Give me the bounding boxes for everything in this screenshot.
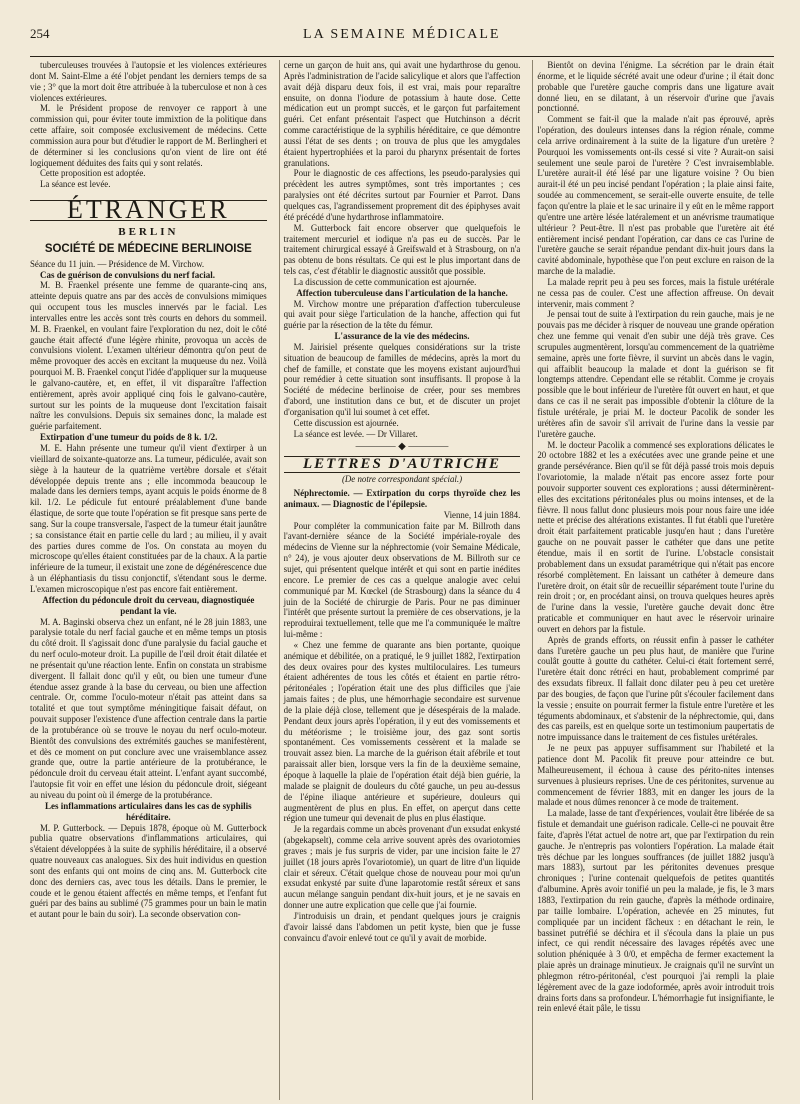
paragraph: « Chez une femme de quarante ans bien portante, quoique anémique et débilitée, on a pratiqué, le 9 juillet 1882, l'extirpation des deux ovaires pour des kystes multiloculaires. Les tumeurs étaient adhérentes de tous les côtés et étaient en partie rétro-péritonéales ; l'opération était une des plus difficiles que j'aie jamais faites ; de plus, une hémorrhagie secondaire est survenue de la plaie déjà close, tellement que je désespérais de la malade. Pendant deux jours après l'opération, il y eut des vomissements et du météorisme ; le troisième jour, des gaz sont sortis spontanément. Ces vomissements cessèrent et la malade se trouvait assez bien. La marche de la guérison était afébrile et tout paraissait aller bien, lorsque vers la fin de la deuxième semaine, époque à laquelle la plaie de l'opération était déjà bien guérie, la malade se plaignit de douleurs du côté gauche, un peu au-dessus de l'épine iliaque antérieure et supérieure, douleurs qui augmentèrent de plus en plus. En effet, on aperçut dans cette région une tumeur qui devenait de plus en plus élastique. xyxy=(283,639,521,824)
paragraph: Je la regardais comme un abcès provenant d'un exsudat enkysté (abgekapselt), comme cela arrive souvent après des ovariotomies graves ; mais je fus surpris de vider, par une incision faite le 27 juillet (18 jours après l'ovariotomie), un quart de litre d'un liquide clair et séreux. C'était quelque chose de nouveau pour moi qu'un exsudat enkysté par suite d'une laparotomie restât séreux et sans aucun mélange sanguin pendant dix-huit jours, et je ne savais en donner une autre explication que celle que j'ai fournie. xyxy=(283,824,521,911)
running-head xyxy=(30,0,774,57)
paragraph: M. B. Fraenkel présente une femme de quarante-cinq ans, atteinte depuis quatre ans par des accès de convulsions mimiques qui occupent tous les muscles innervés par le facial. Les intervalles entre les accès sont très courts en dehors du sommeil. M. B. Fraenkel, en voulant faire l'exploration du nez, doit le côté gauche était affecté d'une légère rhinite, provoqua un accès de convulsions violent. L'examen ultérieur démontra qu'on peut de même provoquer des accès en excitant la muqueuse du nez. Voilà pourquoi M. B. Fraenkel conçut l'idée d'appliquer sur la muqueuse le galvano-cautère, et, en effet, il vit disparaître l'affection entièrement, après avoir appliqué cinq fois le galvano-cautère, surtout sur les points de la muqueuse dont l'excitation faisait naître les convulsions. Depuis six semaines donc, la malade est guérie parfaitement. xyxy=(30,280,267,432)
column-2 xyxy=(279,60,521,1100)
paragraph: M. Gutterbock fait encore observer que quelquefois le traitement mercuriel et iodique n'a pas eu de succès. Par le traitement chirurgical essayé à Greifswald et à Strasbourg, on n'a pas obtenu de bons résultats. Ce qui est le plus important dans de tels cas, c'est d'établir le diagnostic aussitôt que possible. xyxy=(283,222,521,277)
paragraph: M. le Président propose de renvoyer ce rapport à une commission qui, pour éviter toute immixtion de la politique dans cette affaire, soit composée exclusivement de médecins. Cette commission aura pour but d'étudier le rapport de M. Berlingheri et de déterminer si les conclusions qu'on vient de lire ont été logiquement déduites des faits qui y sont relatés. xyxy=(30,103,267,168)
paragraph: Après de grands efforts, on réussit enfin à passer le cathéter dans l'uretère gauche un peu plus haut, de manière que l'urine coulât goutte à goutte du cathéter. Celui-ci était fortement serré, l'uretère était donc rétréci en haut, probablement comprimé par des exsudats fibreux. Il fallait donc dilater peu à peu cet uretère par des bougies, de façon que l'urine pût s'écouler facilement dans la vessie ; ensuite on pourrait fermer la fistule entre l'uretère et les téguments abdominaux, et s'abstenir de la néphrectomie, qui, dans des cas pareils, est en quelque sorte un testimonium paupertatis de notre impuissance dans le traitement de ces fistules urétérales. xyxy=(537,634,775,743)
lettres-title: LETTRES D'AUTRICHE xyxy=(284,456,521,473)
dateline: Vienne, 14 juin 1884. xyxy=(443,509,521,520)
journal-title: LA SEMAINE MÉDICALE xyxy=(303,27,501,42)
city-heading: BERLIN xyxy=(118,225,179,238)
paragraph: Pour compléter la communication faite par M. Billroth dans l'avant-dernière séance de la Société impériale-royale des médecins de Vienne sur la néphrectomie (voir Semaine Médicale, n° 24), je vous ajouter deux observations de M. Billroth sur ce sujet, qui présentent quelque intérêt et qui sont en partie inédites encore. Le premier de ces cas a quelque analogie avec celui communiqué par M. Kœckel (de Strasbourg) dans la séance du 4 juin de la Société de chirurgie de Paris. Pour ne pas diminuer l'intérêt que présente surtout la première de ces observations, je la reproduirai textuellement, telle que me l'a communiquée le maître lui-même : xyxy=(283,520,521,640)
topic-heading: Les inflammations articulaires dans les cas de syphilis héréditaire. xyxy=(45,800,252,822)
topic-heading: Affection tuberculeuse dans l'articulation de la hanche. xyxy=(296,287,508,298)
topic-heading: Cas de guérison de convulsions du nerf facial. xyxy=(40,269,216,280)
session-line: Séance du 11 juin. — Présidence de M. Virchow. xyxy=(30,258,205,269)
paragraph: cerne un garçon de huit ans, qui avait une hydarthrose du genou. Après l'administration de l'acide salicylique et alors que l'affection avait déjà disparu deux fois, il est vrai, mais pour reparaître ensuite, on donna l'iodure de potassium à haute dose. Cette médication eut un prompt succès, et le garçon fut parfaitement guéri. Cet enfant présentait l'aspect que Hutchinson a décrit comme caractéristique de la syphilis héréditaire, ce que démontre aussi l'état de ses dents ; on trouva de plus que les amygdales étaient hypertrophiées et la paroi du pharynx présentait de fortes granulations. xyxy=(283,60,521,168)
paragraph: M. Jairisiel présente quelques considérations sur la triste situation de beaucoup de familles de médecins, après la mort du chef de famille, et constate que les moyens existant aujourd'hui pour remédier à cette situation sont insuffisants. Il propose à la Société de médecine berlinoise de créer, pour ses membres d'abord, une institution dans ce but, et de discuter un projet d'organisation qu'il lui soumet à cet effet. xyxy=(283,341,521,417)
paragraph: La malade reprit peu à peu ses forces, mais la fistule urétérale ne cessa pas de couler. C'est une affection affreuse. On devait intervenir, mais comment ? xyxy=(537,276,775,309)
paragraph: J'introduisis un drain, et pendant quelques jours je craignis d'avoir laissé dans l'abdomen un petit kyste, bien que je fusse convaincu d'avoir enlevé tout ce qu'il y avait de morbide. xyxy=(283,910,521,943)
paragraph: tuberculeuses trouvées à l'autopsie et les violences extérieures dont M. Saint-Elme a été l'objet pendant les derniers temps de sa vie ; 3° que la mort doit être attribuée à la tuberculose et non à ces violences extérieures. xyxy=(30,60,267,103)
section-divider: ———— ◆ ———— xyxy=(355,440,449,452)
paragraph: Cette discussion est ajournée. xyxy=(293,417,399,428)
topic-heading: Affection du pédoncule droit du cerveau, diagnostiquée pendant la vie. xyxy=(42,594,255,616)
paragraph: La malade, lasse de tant d'expériences, voulait être libérée de sa fistule et demandait une guérison radicale. Celle-ci ne pouvait être faite, d'après l'état actuel de notre art, que par l'extirpation du rein gauche. Je n'entrepris pas volontiers l'opération. La malade était très déchue par les longues souffrances (de juillet 1882 jusqu'à mars 1883), surtout par les péritonites devenues presque chroniques ; l'urine contenait quelquefois de petites quantités d'albumine. Après avoir tonifié un peu la malade, je fis, le 3 mars 1883, l'extirpation du rein gauche, d'après la méthode ordinaire, par taille lombaire. L'opération, achevée en 25 minutes, fut compliquée par un incident fâcheux : en détachant le rein, le bassinet putréfié se déchira et il s'écoula dans la plaie un pus infect, ce qui rendit nécessaire des lavages répétés avec une solution phéniquée à 3 0/0, et empêcha de fermer exactement la plaie après un drainage minutieux. Je craignais qu'il ne survînt un phlegmon rétro-péritonéal, c'est pourquoi j'ai rempli la plaie légèrement avec de la gaze iodoformée, après avoir introduit trois drains forts dans sa profondeur. L'hémorrhagie fut insignifiante, le rein enlevé était pâle, le tissu xyxy=(537,808,775,1014)
topic-heading: L'assurance de la vie des médecins. xyxy=(334,331,470,342)
paragraph: Cette proposition est adoptée. xyxy=(40,168,146,179)
topic-heading: Extirpation d'une tumeur du poids de 8 k. 1/2. xyxy=(40,432,218,443)
society-heading: SOCIÉTÉ DE MÉDECINE BERLINOISE xyxy=(44,242,252,255)
paragraph: La discussion de cette communication est ajournée. xyxy=(293,276,477,287)
paragraph: M. A. Baginski observa chez un enfant, né le 28 juin 1883, une paralysie totale du nerf facial gauche et en même temps un ptosis du côté droit. Il s'agissait donc d'une paralysie du facial gauche et du nerf oculo-moteur droit. La pupille de l'œil droit était dilatée et ne présentait qu'une réaction lente. Enfin on constata un strabisme divergent. Il fallait donc qu'il y eût, ou bien une tumeur d'une étendue assez grande à la base du cerveau, ou bien une affection centrale. Or, comme l'oculo-moteur n'était pas atteint dans sa totalité et que tout symptôme méningitique faisait défaut, on pouvait supposer l'existence d'une affection centrale dans la partie de la protubérance où se trouve le noyau du nerf oculo-moteur. Bientôt des convulsions des extrémités gauches se manifestèrent, et dès ce moment on put conclure avec une vraisemblance assez grande que, outre la partie antérieure de la protubérance, le pédoncule droit du cerveau était atteint. L'enfant ayant succombé, l'autopsie fit voir en effet une lésion du pédoncule droit, siégeant au niveau du point où il émerge de la protubérance. xyxy=(30,616,267,800)
correspondent-line: (De notre correspondant spécial.) xyxy=(341,474,463,485)
paragraph: M. Virchow montre une préparation d'affection tuberculeuse qui avait pour siège l'articulation de la hanche, affection qui fut guérie par la résection de la tête du fémur. xyxy=(283,298,521,331)
topic-heading: Néphrectomie. — Extirpation du corps thyroïde chez les animaux. — Diagnostic de l'épilepsie. xyxy=(283,488,521,509)
page-number: 254 xyxy=(30,26,50,41)
section-title: ÉTRANGER xyxy=(30,200,267,221)
paragraph: La séance est levée. — Dr Villaret. xyxy=(293,428,418,439)
paragraph: Pour le diagnostic de ces affections, les pseudo-paralysies qui précèdent les autres symptômes, sont très importantes ; ces paralysies ont été décrites surtout par Fournier et Parrot. Dans quelques cas, l'agrandissement proprement dit des épiphyses avait été précédé d'une hydarthrose inflammatoire. xyxy=(283,168,521,222)
paragraph: M. E. Hahn présente une tumeur qu'il vient d'extirper à un vieillard de soixante-quatorze ans. La tumeur, pédiculée, avait son siège à la hauteur de la quatrième vertèbre dorsale et s'était développée depuis trente ans ; elle incommoda beaucoup le malade dans les derniers temps, ayant acquis le poids énorme de 8 kil. 1/2. Le pédicule fut entouré préalablement d'une bande élastique, de sorte que toute l'opération se fit presque sans perte de sang. Sur la coupe transversale, l'aspect de la tumeur était jaunâtre ; sa consistance était en partie celle du lard ; au milieu, il y avait des parties dures comme de l'os. On constata au moyen du microscope qu'elles étaient constituées par de la chaux. A la partie inférieure de la tumeur, il existait une zone de dégénérescence due à un éléphantiasis du tissu conjonctif, s'étendant sous le derme. L'examen microscopique n'est pas encore fait entièrement. xyxy=(30,443,267,594)
paragraph: Je pensai tout de suite à l'extirpation du rein gauche, mais je ne pouvais pas me décider à risquer de nouveau une grande opération chez une femme qui venait d'en subir une déjà très grave. Ces scrupules augmentèrent, lorsqu'au commencement de la quatrième semaine, après une forte fièvre, il survint un abcès dans le vagin, qui affaiblit beaucoup la malade et dont la guérison se fit longtemps attendre. Cependant elle se rétablit. Comme je croyais possible que le bout inférieur de l'uretère fût ouvert en haut, et que dans ce cas il ne serait pas impossible d'obtenir la clôture de la fistule urétérale, je priai M. le docteur Pacolik de sonder les urétères afin de savoir s'il arrivait de l'urine dans la vessie par l'uretère gauche. xyxy=(537,309,775,439)
paragraph: M. P. Gutterbock. — Depuis 1878, époque où M. Gutterbock publia quatre observations d'inflammations articulaires, qui s'étaient développées à la suite de syphilis héréditaire, il a observé quatre nouveaux cas analogues. Six des huit individus en question sont des enfants qui ont moins de cinq ans. M. Gutterbock cite donc des derniers cas, avec tous les détails. Dans le premier, le coude et le genou étaient affectés en même temps, et l'enfant fut guéri par des bains au sublimé (75 grammes pour un bain le matin et autant pour le bain du soir). La seconde observation con- xyxy=(30,822,267,920)
paragraph: La séance est levée. xyxy=(40,179,111,190)
columns xyxy=(30,60,774,1100)
column-1 xyxy=(30,60,267,1100)
paragraph: Comment se fait-il que la malade n'ait pas éprouvé, après l'opération, des douleurs intenses dans la région rénale, comme cela arrive ordinairement à la suite de la ligature d'un uretère ? Pourquoi les vomissements ont-ils cessé si vite ? Aurait-on saisi seulement une seule paroi de l'uretère ? C'est invraisemblable. L'uretère aurait-il été lésé par une ligature voisine ? Ou bien aurait-il été un peu incisé pendant l'opération ; la plaie ainsi faite, soudée au commencement, se serait-elle ouverte ensuite, de telle façon qu'entre la plaie et le sac urinaire il y eût en le même rapport qu'entre une artère lésée latéralement et un anévrisme traumatique ultérieur ? Peut-être. Il n'est pas probable que l'uretère ait été entièrement incisé pendant l'opération, car dans ce cas l'urine de l'uretère gauche se serait répandue pendant dix-huit jours dans la cavité abdominale, hypothèse que l'on peut exclure en raison de la marche de la maladie. xyxy=(537,114,775,277)
paragraph: Je ne peux pas appuyer suffisamment sur l'habileté et la patience dont M. Pacolik fit preuve pour atteindre ce but. Malheureusement, il échoua à cause des périto-nites intenses survenues à plusieurs reprises. Une de ces péritonites, survenue au commencement de février 1883, mit en danger les jours de la malade et nous dûmes renoncer à ce mode de traitement. xyxy=(537,743,775,808)
column-3 xyxy=(532,60,774,1100)
paragraph: Bientôt on devina l'énigme. La sécrétion par le drain était énorme, et le liquide sécrété avait une odeur d'urine ; il était donc probable que l'uretère gauche compris dans une ligature avait donné lieu, en se dilatant, à un réservoir d'urine que j'avais ponctionné. xyxy=(537,60,775,114)
paragraph: M. le docteur Pacolik a commencé ses explorations délicates le 20 octobre 1882 et les a exécutées avec une grande peine et une grande persévérance. Bien qu'il se fût déjà passé trois mois depuis l'ovariotomie, la malade n'était pas encore assez forte pour pouvoir supporter souvent ces explorations ; aussi déterminèrent-elles des excitations péritonéales plus ou moins intenses, et de la fièvre. Il nous fallut donc plusieurs mois pour nous faire une idée nette et précise des altérations existantes. Il fut établi que l'uretère droit était parfaitement praticable jusqu'en haut ; dans l'uretère gauche on ne pouvait passer le cathéter que dans une petite étendue, mais il en sortit de l'urine. L'obstacle consistait probablement dans un exsudat paramétrique qui n'était pas encore résorbé complètement. En laissant un cathéter à demeure dans l'uretère droit, on était sûr de recueillir séparément toute l'urine du rein droit ; or, en procédant ainsi, on trouva quelques heures après de l'urine dans la vessie, l'uretère gauche devait donc être praticable et communiquer en haut avec le réservoir urinaire ouvert en dehors par la fistule. xyxy=(537,439,775,634)
